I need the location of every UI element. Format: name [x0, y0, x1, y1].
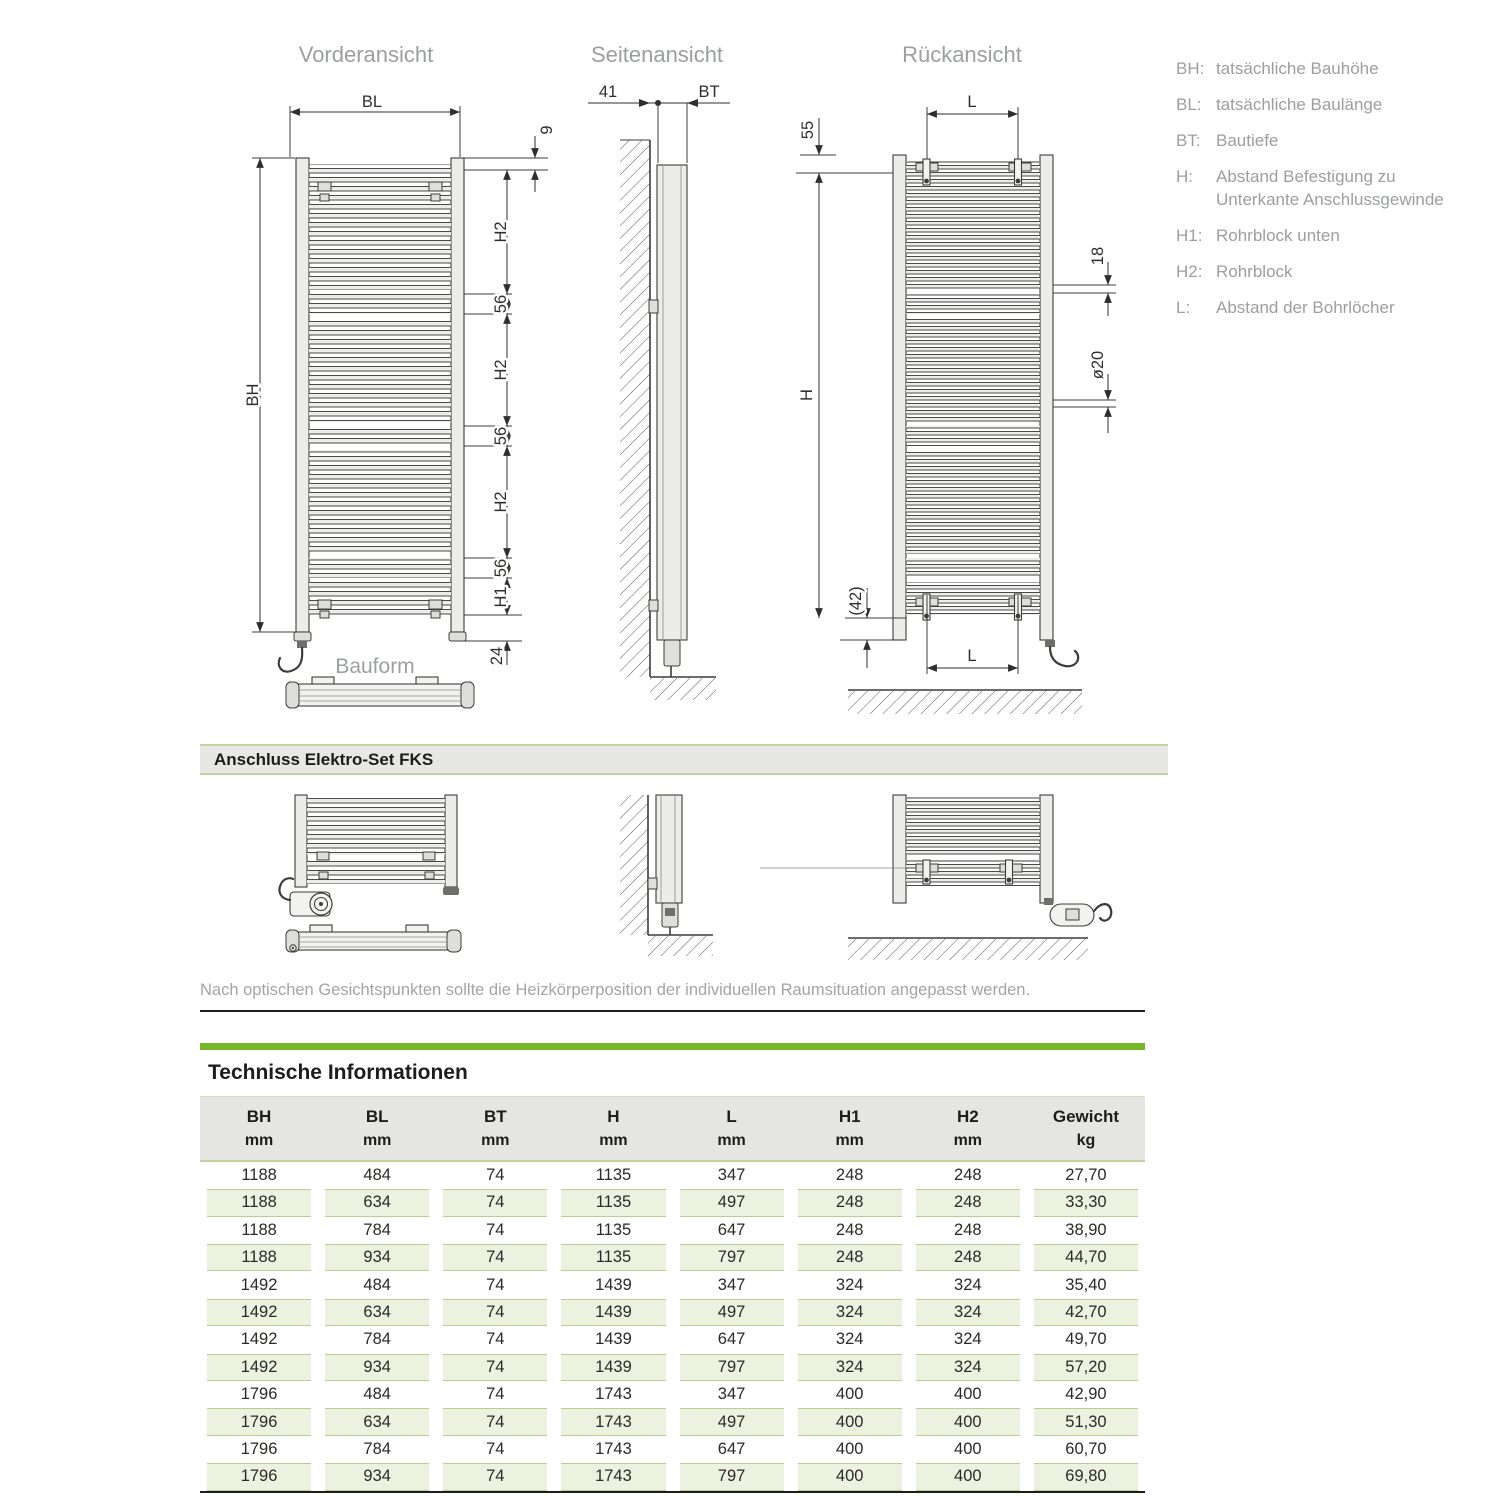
elektro-set-drawing: [200, 780, 1150, 975]
table-cell: 1188: [207, 1244, 311, 1271]
table-cell: 1796: [207, 1408, 311, 1435]
table-cell: 400: [916, 1408, 1020, 1435]
power-cable: [279, 648, 302, 672]
position-note: Nach optischen Gesichtspunkten sollte die Heizkörperposition der individuellen Raumsituation angepasst werden.: [200, 981, 1031, 999]
col-header-h: H mm: [599, 1107, 628, 1149]
col-header-bh: BH mm: [244, 1107, 274, 1149]
table-cell: 248: [798, 1244, 902, 1271]
table-cell: 69,80: [1034, 1463, 1138, 1490]
dim-label-l: L: [967, 647, 977, 665]
table-cell: 484: [363, 1275, 391, 1294]
col-header-l: L mm: [717, 1107, 746, 1149]
table-cell: 634: [325, 1299, 429, 1326]
table-cell: 38,90: [1065, 1220, 1107, 1239]
table-cell: 934: [325, 1244, 429, 1271]
dim-label-h: H: [798, 389, 816, 401]
table-cell: 1188: [207, 1189, 311, 1216]
dim-label-h2: H2: [492, 359, 510, 381]
table-title: Technische Informationen: [208, 1061, 468, 1084]
table-cell: 934: [325, 1354, 429, 1381]
dim-label-h2: H2: [492, 491, 510, 513]
legend-key: H:: [1176, 166, 1193, 186]
legend-key: BL:: [1176, 94, 1202, 114]
fks-element: [1044, 898, 1111, 926]
dim-label-56: 56: [492, 294, 510, 314]
col-header-bl: BL mm: [362, 1107, 392, 1149]
side-view-dimensions: [588, 83, 730, 163]
dim-label-bl: BL: [361, 93, 383, 111]
table-cell: 784: [363, 1439, 391, 1458]
table-cell: 784: [363, 1220, 391, 1239]
side-view-drawing: [620, 140, 716, 700]
table-cell: 248: [835, 1220, 864, 1239]
table-row: [200, 1326, 1145, 1353]
legend-text: Abstand der Bohrlöcher: [1216, 297, 1395, 317]
bauform-label: Bauform: [335, 655, 415, 678]
table-cell: 1743: [595, 1385, 632, 1404]
table-cell: 1743: [595, 1439, 632, 1458]
legend-item-bh: [1176, 58, 1444, 81]
bauform-top-view: [286, 655, 474, 708]
table-cell: 74: [486, 1166, 505, 1185]
legend-key: H2:: [1176, 261, 1203, 281]
table-cell: 797: [680, 1354, 784, 1381]
table-cell: 1135: [595, 1166, 632, 1185]
table-cell: 400: [798, 1463, 902, 1490]
legend-key: H1:: [1176, 225, 1203, 245]
table-cell: 1439: [561, 1354, 665, 1381]
legend: [1176, 58, 1444, 333]
accent-green-bar: [200, 1043, 1145, 1050]
side-view-title: Seitenansicht: [590, 42, 724, 67]
table-cell: 248: [954, 1220, 982, 1239]
divider-rule: [200, 1010, 1145, 1012]
table-cell: 347: [717, 1385, 746, 1404]
table-cell: 74: [443, 1189, 547, 1216]
table-header: [200, 1096, 1145, 1162]
elektro-side-view: [620, 795, 713, 956]
table-cell: 1135: [561, 1244, 665, 1271]
table-cell: 74: [443, 1244, 547, 1271]
table-row: [200, 1162, 1145, 1189]
table-cell: 57,20: [1034, 1354, 1138, 1381]
table-cell: 74: [486, 1385, 505, 1404]
table-cell: 1439: [561, 1299, 665, 1326]
dim-label-bh: BH: [244, 383, 262, 407]
table-cell: 42,90: [1065, 1385, 1107, 1404]
legend-key: BH:: [1176, 59, 1205, 78]
legend-item-bl: [1176, 94, 1444, 117]
dim-label-l: L: [967, 93, 977, 111]
legend-text: Abstand Befestigung zu Unterkante Anschlussgewinde: [1216, 166, 1444, 209]
dim-label-bt: BT: [698, 83, 720, 101]
table-cell: 784: [363, 1330, 391, 1349]
technical-info-section: [200, 1043, 1145, 1493]
table-cell: 1135: [561, 1189, 665, 1216]
dim-label-dia20: ø20: [1089, 350, 1107, 380]
table-cell: 324: [835, 1330, 864, 1349]
table-cell: 74: [486, 1275, 505, 1294]
table-row: [200, 1354, 1145, 1381]
table-cell: 248: [916, 1189, 1020, 1216]
table-cell: 400: [954, 1385, 982, 1404]
table-cell: 35,40: [1065, 1275, 1107, 1294]
legend-text: tatsächliche Baulänge: [1216, 94, 1383, 114]
dim-label-h1: H1: [492, 586, 510, 608]
col-header-h1: H1 mm: [835, 1107, 864, 1149]
table-cell: 74: [443, 1354, 547, 1381]
table-cell: 324: [954, 1275, 982, 1294]
elektro-section-header: [200, 744, 1168, 775]
table-cell: 400: [835, 1385, 864, 1404]
table-cell: 324: [798, 1354, 902, 1381]
table-cell: 400: [798, 1408, 902, 1435]
table-cell: 1492: [240, 1330, 278, 1349]
table-body: [200, 1162, 1145, 1493]
table-row: [200, 1189, 1145, 1216]
table-cell: 74: [486, 1330, 505, 1349]
table-cell: 347: [717, 1166, 746, 1185]
table-cell: 324: [835, 1275, 864, 1294]
table-cell: 1796: [240, 1385, 278, 1404]
table-cell: 797: [680, 1244, 784, 1271]
table-cell: 27,70: [1065, 1166, 1107, 1185]
floor-hatch: [650, 678, 716, 700]
table-cell: 647: [717, 1330, 746, 1349]
col-header-bt: BT mm: [481, 1107, 510, 1149]
dim-label-24: 24: [488, 646, 506, 666]
legend-item-bt: [1176, 130, 1444, 153]
table-cell: 248: [916, 1244, 1020, 1271]
legend-text: Bautiefe: [1216, 130, 1279, 150]
floor-hatch: [848, 691, 1082, 714]
legend-text: tatsächliche Bauhöhe: [1216, 59, 1379, 78]
table-row: [200, 1408, 1145, 1435]
legend-item-h1: [1176, 225, 1444, 248]
table-cell: 497: [680, 1189, 784, 1216]
table-cell: 248: [835, 1166, 864, 1185]
table-cell: 60,70: [1065, 1439, 1107, 1458]
elektro-bauform-top-view: [286, 925, 461, 952]
table-row: [200, 1299, 1145, 1326]
dim-label-56: 56: [492, 558, 510, 578]
wall-hatch: [620, 140, 650, 677]
table-cell: 51,30: [1034, 1408, 1138, 1435]
legend-text: Rohrblock unten: [1216, 225, 1340, 245]
table-cell: 74: [443, 1299, 547, 1326]
legend-key: BT:: [1176, 130, 1201, 150]
table-cell: 74: [486, 1220, 505, 1239]
rear-view-drawing: [848, 155, 1082, 714]
technical-drawing: [200, 60, 1150, 740]
rear-view-title: Rückansicht: [902, 42, 1022, 67]
dim-label-42: (42): [847, 586, 865, 616]
elektro-section-title: Anschluss Elektro-Set FKS: [214, 750, 434, 769]
table-row: [200, 1463, 1145, 1490]
table-cell: 324: [954, 1330, 982, 1349]
table-cell: 400: [916, 1463, 1020, 1490]
dim-label-18: 18: [1089, 246, 1107, 266]
table-cell: 1492: [240, 1275, 278, 1294]
table-cell: 74: [443, 1408, 547, 1435]
table-cell: 248: [798, 1189, 902, 1216]
table-cell: 1135: [595, 1220, 632, 1239]
power-cable: [1050, 647, 1078, 666]
table-cell: 484: [363, 1166, 391, 1185]
legend-key: L:: [1176, 297, 1191, 317]
table-cell: 1492: [207, 1299, 311, 1326]
table-row: [200, 1381, 1145, 1408]
table-cell: 324: [798, 1299, 902, 1326]
table-cell: 324: [916, 1354, 1020, 1381]
table-cell: 1439: [595, 1275, 632, 1294]
table-cell: 1188: [241, 1166, 277, 1185]
table-cell: 497: [680, 1299, 784, 1326]
col-header-h2: H2 mm: [953, 1107, 983, 1149]
table-cell: 400: [835, 1439, 864, 1458]
table-cell: 634: [325, 1189, 429, 1216]
dim-label-55: 55: [799, 120, 817, 140]
table-row: [200, 1271, 1145, 1298]
front-view-drawing: [279, 158, 466, 672]
dim-label-41: 41: [598, 83, 618, 101]
table-cell: 647: [717, 1220, 746, 1239]
front-view-title: Vorderansicht: [298, 42, 434, 67]
table-cell: 497: [680, 1408, 784, 1435]
table-cell: 324: [916, 1299, 1020, 1326]
table-cell: 74: [443, 1463, 547, 1490]
col-header-gewicht: Gewicht kg: [1052, 1107, 1119, 1149]
table-cell: 347: [717, 1275, 746, 1294]
table-cell: 634: [325, 1408, 429, 1435]
table-cell: 74: [486, 1439, 505, 1458]
table-cell: 42,70: [1034, 1299, 1138, 1326]
table-cell: 1188: [241, 1220, 277, 1239]
table-cell: 1743: [561, 1463, 665, 1490]
table-row: [200, 1217, 1145, 1244]
table-row: [200, 1244, 1145, 1271]
table-cell: 248: [954, 1166, 982, 1185]
table-cell: 49,70: [1065, 1330, 1107, 1349]
table-cell: 1743: [561, 1408, 665, 1435]
legend-item-h: [1176, 166, 1444, 212]
table-cell: 1796: [207, 1463, 311, 1490]
elektro-rear-view: [760, 795, 1111, 960]
table-cell: 1796: [240, 1439, 278, 1458]
elektro-front-view: [279, 795, 461, 952]
table-cell: 33,30: [1034, 1189, 1138, 1216]
legend-item-l: [1176, 297, 1444, 320]
table-cell: 647: [717, 1439, 746, 1458]
table-cell: 1492: [207, 1354, 311, 1381]
table-cell: 1439: [595, 1330, 632, 1349]
table-cell: 484: [363, 1385, 391, 1404]
table-cell: 797: [680, 1463, 784, 1490]
legend-text: Rohrblock: [1216, 261, 1293, 281]
dim-label-h2: H2: [492, 221, 510, 243]
table-row: [200, 1436, 1145, 1463]
dim-label-9: 9: [538, 125, 556, 135]
table-cell: 44,70: [1034, 1244, 1138, 1271]
legend-item-h2: [1176, 261, 1444, 284]
table-cell: 400: [954, 1439, 982, 1458]
dim-label-56: 56: [492, 426, 510, 446]
table-cell: 934: [325, 1463, 429, 1490]
